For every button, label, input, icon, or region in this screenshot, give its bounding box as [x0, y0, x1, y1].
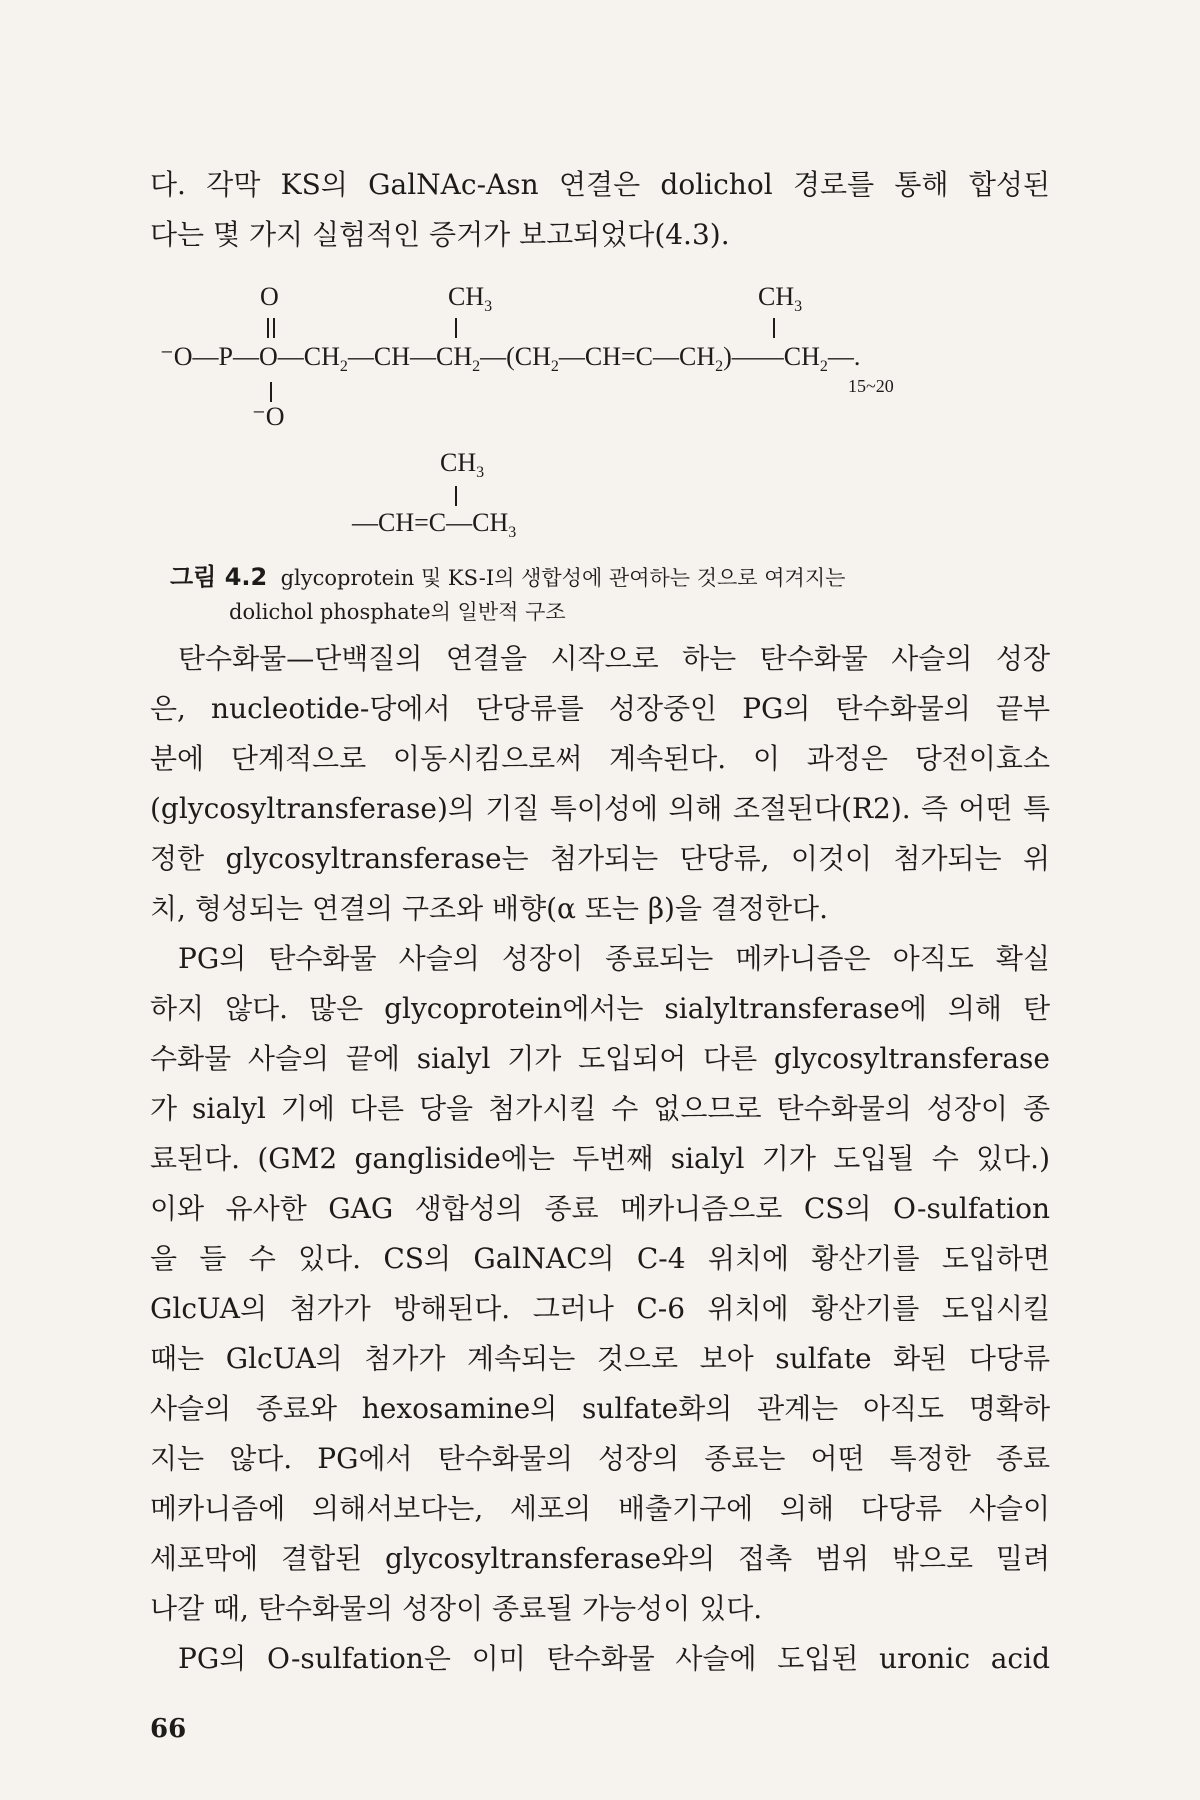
oxygen-top: O	[260, 282, 279, 311]
repeat-count: 15~20	[848, 376, 894, 396]
text-line: GlcUA의 첨가가 방해된다. 그러나 C-6 위치에 황산기를 도입시킬	[150, 1292, 1050, 1325]
text-line: 은, nucleotide-당에서 단당류를 성장중인 PG의 탄수화물의 끝부	[150, 692, 1050, 725]
text-line: (glycosyltransferase)의 기질 특이성에 의해 조절된다(R2). 즉 어떤 특	[150, 792, 1050, 825]
text-line: 다. 각막 KS의 GalNAc-Asn 연결은 dolichol 경로를 통해 합성된	[150, 168, 1050, 201]
page-number: 66	[150, 1714, 187, 1744]
text-line: PG의 탄수화물 사슬의 성장이 종료되는 메카니즘은 아직도 확실	[178, 942, 1050, 975]
text-line: 수화물 사슬의 끝에 sialyl 기가 도입되어 다른 glycosyltransferase	[150, 1042, 1050, 1075]
caption-line: glycoprotein 및 KS-I의 생합성에 관여하는 것으로 여겨지는	[280, 566, 846, 590]
text-line: 하지 않다. 많은 glycoprotein에서는 sialyltransferase에 의해 탄	[150, 992, 1050, 1025]
text-line: 가 sialyl 기에 다른 당을 첨가시킬 수 없으므로 탄수화물의 성장이 종	[150, 1092, 1050, 1125]
figure-label: 그림 4.2	[170, 563, 268, 591]
methyl-group: $CH_3$	[758, 282, 803, 315]
bond-lines	[0, 0, 1200, 560]
paragraph	[150, 934, 1050, 1634]
text-line: 지는 않다. PG에서 탄수화물의 성장의 종료는 어떤 특정한 종료	[150, 1442, 1050, 1475]
text-line: 정한 glycosyltransferase는 첨가되는 단당류, 이것이 첨가되는 위	[150, 842, 1050, 875]
paragraph	[150, 1634, 1050, 1684]
paragraph	[150, 634, 1050, 934]
text-line: 치, 형성되는 연결의 구조와 배향(α 또는 β)을 결정한다.	[150, 892, 829, 925]
text-line: 이와 유사한 GAG 생합성의 종료 메카니즘으로 CS의 O-sulfation	[150, 1192, 1050, 1225]
text-line: 메카니즘에 의해서보다는, 세포의 배출기구에 의해 다당류 사슬이	[150, 1492, 1050, 1525]
text-line: 탄수화물—단백질의 연결을 시작으로 하는 탄수화물 사슬의 성장	[178, 642, 1050, 675]
text-line: 다는 몇 가지 실험적인 증거가 보고되었다(4.3).	[150, 218, 730, 251]
end-group: $—CH=C—CH_3$	[352, 508, 517, 541]
text-line: PG의 O-sulfation은 이미 탄수화물 사슬에 도입된 uronic acid	[178, 1642, 1050, 1675]
text-line: 세포막에 결합된 glycosyltransferase와의 접촉 범위 밖으로 밀려	[150, 1542, 1050, 1575]
text-line: 때는 GlcUA의 첨가가 계속되는 것으로 보아 sulfate 화된 다당류	[150, 1342, 1050, 1375]
methyl-group: $CH_3$	[448, 282, 493, 315]
oxygen-bottom: ⁻O	[252, 402, 285, 431]
text-line: 사슬의 종료와 hexosamine의 sulfate화의 관계는 아직도 명확하	[150, 1392, 1050, 1425]
text-line: 분에 단계적으로 이동시킴으로써 계속된다. 이 과정은 당전이효소	[150, 742, 1050, 775]
methyl-group: $CH_3$	[440, 448, 485, 481]
figure-caption	[170, 560, 1050, 629]
main-chain: $^-O—P—O—CH_2—CH—CH_2—(CH_2—CH=C—CH_2)——CH_2—$.	[160, 342, 861, 375]
text-line: 나갈 때, 탄수화물의 성장이 종료될 가능성이 있다.	[150, 1592, 763, 1625]
caption-line: dolichol phosphate의 일반적 구조	[229, 600, 566, 624]
text-line: 을 들 수 있다. CS의 GalNAC의 C-4 위치에 황산기를 도입하면	[150, 1242, 1050, 1275]
text-line: 료된다. (GM2 gangliside에는 두번째 sialyl 기가 도입될 수 있다.)	[150, 1142, 1050, 1175]
